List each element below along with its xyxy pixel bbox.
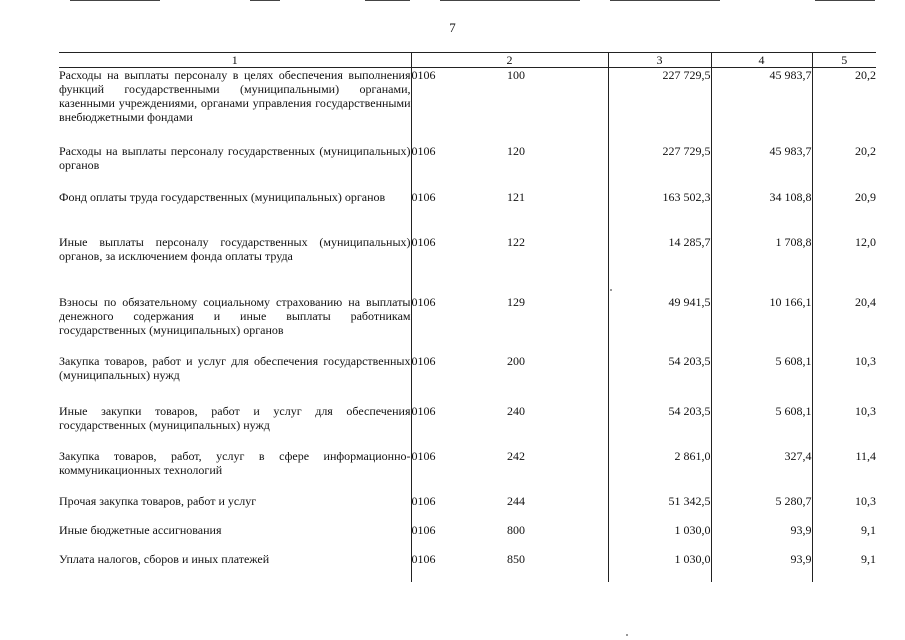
expense-name: Уплата налогов, сборов и иных платежей [59, 551, 270, 566]
expense-name: Закупка товаров, работ, услуг в сфере информационно-коммуникационных технологий [59, 448, 411, 477]
section-code: 0106 [411, 404, 507, 449]
column-number: 2 [411, 53, 608, 68]
expense-type-code: 129 [507, 294, 525, 309]
column-number: 5 [812, 53, 876, 68]
planned-amount: 227 729,5 [608, 144, 711, 190]
expense-name: Прочая закупка товаров, работ и услуг [59, 493, 257, 508]
actual-amount: 10 166,1 [711, 295, 812, 354]
actual-amount: 45 983,7 [711, 68, 812, 144]
section-code: 0106 [411, 235, 507, 295]
scan-speck [610, 289, 612, 291]
execution-percent: 20,4 [812, 295, 876, 354]
section-code: 0106 [411, 190, 507, 235]
expense-name: Иные бюджетные ассигнования [59, 522, 222, 537]
expense-type-code: 100 [507, 68, 525, 82]
top-edge-line [610, 0, 720, 1]
top-edge-line [440, 0, 580, 1]
actual-amount: 45 983,7 [711, 144, 812, 190]
column-number: 3 [608, 53, 711, 68]
expense-type-code: 240 [507, 403, 525, 418]
expense-type-code: 121 [507, 189, 525, 204]
section-code: 0106 [411, 523, 507, 552]
actual-amount: 327,4 [711, 449, 812, 494]
column-number: 1 [59, 53, 411, 68]
top-edge-line [815, 0, 875, 1]
execution-percent: 20,9 [812, 190, 876, 235]
planned-amount: 54 203,5 [608, 404, 711, 449]
table-row [59, 404, 876, 449]
expense-type-code: 200 [507, 353, 525, 368]
section-code: 0106 [411, 449, 507, 494]
table-row [59, 523, 876, 552]
execution-percent: 12,0 [812, 235, 876, 295]
expense-name: Закупка товаров, работ и услуг для обеспечения государственных (муниципальных) нужд [59, 353, 411, 382]
planned-amount: 14 285,7 [608, 235, 711, 295]
budget-table [59, 52, 876, 582]
table-row [59, 235, 876, 295]
column-number-row [59, 53, 876, 68]
expense-type-code: 850 [507, 551, 525, 566]
expense-type-code: 244 [507, 493, 525, 508]
actual-amount: 93,9 [711, 552, 812, 582]
expense-type-code: 242 [507, 448, 525, 463]
execution-percent: 10,3 [812, 354, 876, 404]
expense-name: Фонд оплаты труда государственных (муниципальных) органов [59, 189, 386, 204]
planned-amount: 1 030,0 [608, 523, 711, 552]
actual-amount: 34 108,8 [711, 190, 812, 235]
expense-name: Расходы на выплаты персоналу в целях обеспечения выполнения функций государственными (муниципальными) органами, казенными учреждениями, органами управления государственными внебюджетными фондами [59, 68, 411, 124]
planned-amount: 227 729,5 [608, 68, 711, 144]
planned-amount: 51 342,5 [608, 494, 711, 523]
execution-percent: 10,3 [812, 494, 876, 523]
expense-name: Взносы по обязательному социальному страхованию на выплаты денежного содержания и иные выплаты работникам государственных (муниципальных) органов [59, 294, 411, 337]
expense-name: Иные закупки товаров, работ и услуг для обеспечения государственных (муниципальных) нужд [59, 403, 411, 432]
actual-amount: 93,9 [711, 523, 812, 552]
section-code: 0106 [411, 354, 507, 404]
execution-percent: 20,2 [812, 68, 876, 144]
top-edge-line [365, 0, 410, 1]
table-row [59, 68, 876, 144]
table-row [59, 190, 876, 235]
section-code: 0106 [411, 144, 507, 190]
planned-amount: 2 861,0 [608, 449, 711, 494]
expense-type-code: 120 [507, 143, 525, 158]
section-code: 0106 [411, 295, 507, 354]
execution-percent: 10,3 [812, 404, 876, 449]
expense-name: Расходы на выплаты персоналу государственных (муниципальных) органов [59, 143, 411, 172]
scan-speck [626, 634, 628, 636]
actual-amount: 5 608,1 [711, 354, 812, 404]
expense-type-code: 122 [507, 234, 525, 249]
actual-amount: 1 708,8 [711, 235, 812, 295]
table-row [59, 449, 876, 494]
execution-percent: 9,1 [812, 552, 876, 582]
planned-amount: 49 941,5 [608, 295, 711, 354]
actual-amount: 5 280,7 [711, 494, 812, 523]
actual-amount: 5 608,1 [711, 404, 812, 449]
execution-percent: 9,1 [812, 523, 876, 552]
planned-amount: 54 203,5 [608, 354, 711, 404]
section-code: 0106 [411, 494, 507, 523]
table-row [59, 494, 876, 523]
top-edge-line [70, 0, 160, 1]
table-row [59, 354, 876, 404]
execution-percent: 11,4 [812, 449, 876, 494]
table-row [59, 295, 876, 354]
column-number: 4 [711, 53, 812, 68]
table-row [59, 552, 876, 582]
top-edge-line [250, 0, 280, 1]
planned-amount: 163 502,3 [608, 190, 711, 235]
section-code: 0106 [411, 68, 507, 144]
section-code: 0106 [411, 552, 507, 582]
execution-percent: 20,2 [812, 144, 876, 190]
planned-amount: 1 030,0 [608, 552, 711, 582]
table-row [59, 144, 876, 190]
expense-type-code: 800 [507, 522, 525, 537]
expense-name: Иные выплаты персоналу государственных (муниципальных) органов, за исключением фонда оплаты труда [59, 234, 411, 263]
page-number: 7 [449, 20, 456, 35]
